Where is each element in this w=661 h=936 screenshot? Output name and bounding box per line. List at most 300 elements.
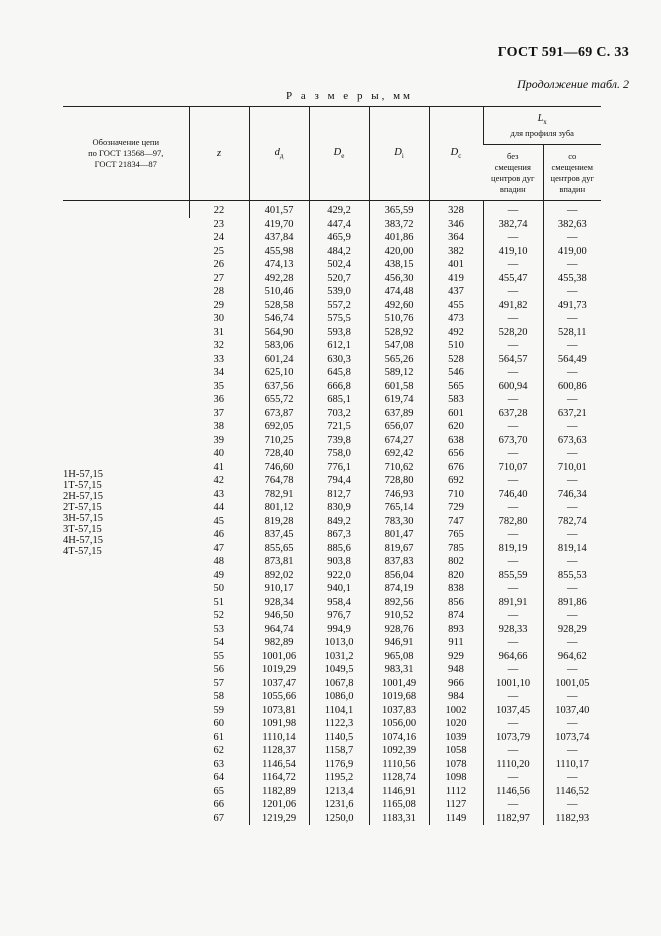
Dc-cell: 1078 [429, 758, 483, 772]
De-cell: 612,1 [309, 339, 369, 353]
Lx-without-offset-cell: — [483, 744, 543, 758]
Lx-with-offset-cell: — [543, 231, 601, 245]
Dc-cell: 601 [429, 407, 483, 421]
dd-cell: 1182,89 [249, 785, 309, 799]
designation-item: 3Т-57,15 [63, 524, 102, 535]
z-cell: 47 [213, 542, 224, 554]
dd-cell: 1146,54 [249, 758, 309, 772]
Lx-with-offset-cell: — [543, 717, 601, 731]
Lx-without-offset-cell: 419,10 [483, 245, 543, 259]
Dc-cell: 676 [429, 461, 483, 475]
Di-cell: 892,56 [369, 596, 429, 610]
De-cell: 903,8 [309, 555, 369, 569]
Lx-with-offset-cell: — [543, 501, 601, 515]
z-cell: 54 [213, 637, 224, 648]
z-cell: 23 [213, 218, 224, 230]
Di-cell: 928,76 [369, 623, 429, 637]
Lx-with-offset-cell: 382,63 [543, 218, 601, 232]
De-cell: 739,8 [309, 434, 369, 448]
Lx-symbol: L [537, 112, 544, 124]
Di-header [369, 107, 429, 201]
Lx-with-offset-cell: — [543, 744, 601, 758]
De-cell: 703,2 [309, 407, 369, 421]
dd-cell: 419,70 [249, 218, 309, 232]
Lx-without-offset-cell: — [483, 201, 543, 218]
Dc-cell: 1039 [429, 731, 483, 745]
z-cell: 50 [213, 583, 224, 594]
Lx-with-offset-cell: 1110,17 [543, 758, 601, 772]
Dc-cell: 785 [429, 542, 483, 556]
Lx-without-offset-cell: 1182,97 [483, 812, 543, 826]
Lx-without-offset-cell: — [483, 339, 543, 353]
z-cell: 34 [213, 367, 224, 378]
Lx-without-offset-cell: — [483, 474, 543, 488]
De-cell: 1231,6 [309, 798, 369, 812]
De-symbol: D [333, 146, 342, 158]
z-cell: 57 [213, 677, 224, 689]
z-cell: 42 [213, 475, 224, 486]
dd-cell: 1037,47 [249, 677, 309, 691]
page-header: ГОСТ 591—69 С. 33 [497, 45, 629, 60]
z-cell: 58 [213, 691, 224, 702]
Lx-without-offset-cell: 964,66 [483, 650, 543, 664]
Lx-with-offset-cell: — [543, 312, 601, 326]
Di-cell: 1146,91 [369, 785, 429, 799]
Lx-with-offset-cell: 1146,52 [543, 785, 601, 799]
without-offset-line-1: без [507, 150, 519, 161]
Lx-without-offset-cell: 600,94 [483, 380, 543, 394]
De-cell: 1213,4 [309, 785, 369, 799]
Di-cell: 474,48 [369, 285, 429, 299]
Lx-without-offset-cell: 782,80 [483, 515, 543, 529]
designation-header-line-2: по ГОСТ 13568—97, [88, 148, 164, 158]
dd-cell: 801,12 [249, 501, 309, 515]
Lx-without-offset-cell: 819,19 [483, 542, 543, 556]
Dc-cell: 638 [429, 434, 483, 448]
Lx-without-offset-cell: — [483, 447, 543, 461]
Dc-cell: 1058 [429, 744, 483, 758]
z-cell: 25 [213, 245, 224, 257]
Lx-with-offset-cell: 637,21 [543, 407, 601, 421]
dd-cell: 583,06 [249, 339, 309, 353]
De-cell: 1176,9 [309, 758, 369, 772]
Lx-without-offset-cell: — [483, 312, 543, 326]
Di-cell: 438,15 [369, 258, 429, 272]
designation-header-line-1: Обозначение цепи [92, 137, 159, 147]
without-offset-line-4: впадин [499, 183, 526, 194]
Lx-with-offset-cell: 455,38 [543, 272, 601, 286]
Lx-with-offset-cell: — [543, 285, 601, 299]
Lx-with-offset-cell: 673,63 [543, 434, 601, 448]
Lx-with-offset-cell: 891,86 [543, 596, 601, 610]
designation-item: 3Н-57,15 [63, 513, 103, 524]
z-cell: 55 [213, 650, 224, 662]
Dc-cell: 966 [429, 677, 483, 691]
Lx-with-offset-cell: — [543, 366, 601, 380]
Lx-without-offset-cell: 564,57 [483, 353, 543, 367]
Lx-without-offset-cell: — [483, 636, 543, 650]
z-cell: 41 [213, 461, 224, 473]
Lx-without-offset-cell: — [483, 285, 543, 299]
Lx-without-offset-cell: — [483, 420, 543, 434]
Di-cell: 383,72 [369, 218, 429, 232]
Lx-without-offset-cell: — [483, 690, 543, 704]
Dc-header [429, 107, 483, 201]
Di-cell: 1128,74 [369, 771, 429, 785]
De-cell: 1031,2 [309, 650, 369, 664]
Lx-with-offset-cell: 564,49 [543, 353, 601, 367]
z-cell: 31 [213, 326, 224, 338]
Lx-without-offset-cell: 1110,20 [483, 758, 543, 772]
dd-cell: 764,78 [249, 474, 309, 488]
De-cell: 1158,7 [309, 744, 369, 758]
z-cell: 53 [213, 623, 224, 635]
Dc-cell: 546 [429, 366, 483, 380]
with-offset-line-1: со [568, 150, 577, 161]
Dc-cell: 948 [429, 663, 483, 677]
z-cell: 61 [213, 731, 224, 743]
Dc-cell: 382 [429, 245, 483, 259]
z-cell: 36 [213, 394, 224, 405]
Dc-cell: 419 [429, 272, 483, 286]
Lx-without-offset-cell: — [483, 582, 543, 596]
De-cell: 1140,5 [309, 731, 369, 745]
Lx-without-offset-cell: — [483, 771, 543, 785]
Lx-without-offset-cell: — [483, 393, 543, 407]
without-offset-header [483, 145, 543, 201]
dd-cell: 1164,72 [249, 771, 309, 785]
Lx-without-offset-cell: 491,82 [483, 299, 543, 313]
Lx-without-offset-cell: — [483, 501, 543, 515]
De-cell: 1195,2 [309, 771, 369, 785]
Lx-without-offset-cell: 1073,79 [483, 731, 543, 745]
Lx-with-offset-cell: — [543, 609, 601, 623]
dd-cell: 1055,66 [249, 690, 309, 704]
Lx-without-offset-cell: — [483, 555, 543, 569]
Lx-with-offset-cell: 491,73 [543, 299, 601, 313]
z-cell: 22 [189, 201, 249, 218]
z-cell: 48 [213, 556, 224, 567]
Di-cell: 1110,56 [369, 758, 429, 772]
designation-item: 4Н-57,15 [63, 535, 103, 546]
z-cell: 60 [213, 718, 224, 729]
Di-cell: 728,80 [369, 474, 429, 488]
De-cell: 940,1 [309, 582, 369, 596]
z-cell: 51 [213, 596, 224, 608]
Dc-cell: 437 [429, 285, 483, 299]
dd-cell: 964,74 [249, 623, 309, 637]
Lx-with-offset-cell: 710,01 [543, 461, 601, 475]
z-cell: 67 [213, 812, 224, 824]
Dc-cell: 364 [429, 231, 483, 245]
Di-cell: 365,59 [369, 201, 429, 218]
Di-cell: 819,67 [369, 542, 429, 556]
dd-cell: 710,25 [249, 434, 309, 448]
dd-cell: 1001,06 [249, 650, 309, 664]
dd-cell: 1110,14 [249, 731, 309, 745]
z-cell: 56 [213, 664, 224, 675]
dd-symbol: d [274, 146, 280, 158]
Di-cell: 1165,08 [369, 798, 429, 812]
Lx-without-offset-cell: 1146,56 [483, 785, 543, 799]
z-cell: 52 [213, 610, 224, 621]
dd-cell: 1128,37 [249, 744, 309, 758]
De-cell: 429,2 [309, 201, 369, 218]
Lx-with-offset-cell: — [543, 582, 601, 596]
Di-cell: 589,12 [369, 366, 429, 380]
Lx-without-offset-cell: 746,40 [483, 488, 543, 502]
Lx-without-offset-cell: 673,70 [483, 434, 543, 448]
Dc-cell: 984 [429, 690, 483, 704]
De-cell: 666,8 [309, 380, 369, 394]
designation-item: 2Т-57,15 [63, 502, 102, 513]
Dc-cell: 620 [429, 420, 483, 434]
De-cell: 885,6 [309, 542, 369, 556]
designation-cell [63, 201, 189, 826]
z-cell: 45 [213, 515, 224, 527]
Lx-with-offset-cell: 419,00 [543, 245, 601, 259]
Dc-cell: 820 [429, 569, 483, 583]
dd-cell: 401,57 [249, 201, 309, 218]
Lx-with-offset-cell: — [543, 771, 601, 785]
Di-cell: 1019,68 [369, 690, 429, 704]
Di-cell: 637,89 [369, 407, 429, 421]
Dc-symbol: D [450, 146, 459, 158]
Lx-without-offset-cell: 1001,10 [483, 677, 543, 691]
De-cell: 447,4 [309, 218, 369, 232]
De-cell: 721,5 [309, 420, 369, 434]
z-cell: 24 [213, 232, 224, 243]
z-cell: 33 [213, 353, 224, 365]
De-cell: 830,9 [309, 501, 369, 515]
Lx-with-offset-cell: — [543, 339, 601, 353]
Lx-without-offset-cell: 1037,45 [483, 704, 543, 718]
z-cell: 49 [213, 569, 224, 581]
Di-cell: 1183,31 [369, 812, 429, 826]
De-cell: 1067,8 [309, 677, 369, 691]
Dc-cell: 765 [429, 528, 483, 542]
Dc-cell: 455 [429, 299, 483, 313]
Dc-cell: 1020 [429, 717, 483, 731]
Lx-without-offset-cell: — [483, 366, 543, 380]
Lx-with-offset-cell: 746,34 [543, 488, 601, 502]
Di-cell: 492,60 [369, 299, 429, 313]
dd-cell: 728,40 [249, 447, 309, 461]
designation-header [63, 107, 189, 201]
z-cell: 66 [213, 799, 224, 810]
dd-subscript: д [279, 152, 284, 161]
dd-cell: 855,65 [249, 542, 309, 556]
De-subscript: e [341, 152, 345, 161]
dd-cell: 528,58 [249, 299, 309, 313]
Dc-cell: 510 [429, 339, 483, 353]
Lx-with-offset-cell: 855,53 [543, 569, 601, 583]
Lx-without-offset-cell: 455,47 [483, 272, 543, 286]
Lx-without-offset-cell: 928,33 [483, 623, 543, 637]
Di-cell: 510,76 [369, 312, 429, 326]
without-offset-line-2: смещения [494, 161, 531, 172]
z-symbol: z [216, 148, 222, 159]
Di-subscript: i [401, 152, 404, 161]
Lx-with-offset-cell: — [543, 393, 601, 407]
dd-cell: 892,02 [249, 569, 309, 583]
Lx-without-offset-cell: 382,74 [483, 218, 543, 232]
z-cell: 29 [213, 299, 224, 311]
z-header [189, 107, 249, 201]
Di-cell: 710,62 [369, 461, 429, 475]
Lx-without-offset-cell: 855,59 [483, 569, 543, 583]
dd-cell: 1091,98 [249, 717, 309, 731]
z-cell: 26 [213, 259, 224, 270]
sizes-label: Р а з м е р ы, мм [286, 90, 414, 102]
Lx-with-offset-cell: 782,74 [543, 515, 601, 529]
Di-cell: 1074,16 [369, 731, 429, 745]
Lx-with-offset-cell: 928,29 [543, 623, 601, 637]
Lx-with-offset-cell: — [543, 690, 601, 704]
Dc-cell: 346 [429, 218, 483, 232]
Dc-cell: 893 [429, 623, 483, 637]
Di-cell: 801,47 [369, 528, 429, 542]
Lx-with-offset-cell: 819,14 [543, 542, 601, 556]
dd-cell: 946,50 [249, 609, 309, 623]
Dc-cell: 838 [429, 582, 483, 596]
De-cell: 794,4 [309, 474, 369, 488]
Di-cell: 674,27 [369, 434, 429, 448]
z-cell: 35 [213, 380, 224, 392]
De-cell: 575,5 [309, 312, 369, 326]
De-cell: 502,4 [309, 258, 369, 272]
table-body [63, 201, 601, 826]
chain-dimensions-table [63, 106, 601, 825]
z-cell: 63 [213, 758, 224, 770]
dd-cell: 637,56 [249, 380, 309, 394]
dd-cell: 474,13 [249, 258, 309, 272]
Lx-without-offset-cell: — [483, 231, 543, 245]
dd-cell: 873,81 [249, 555, 309, 569]
Di-cell: 565,26 [369, 353, 429, 367]
Lx-with-offset-cell: — [543, 663, 601, 677]
De-cell: 630,3 [309, 353, 369, 367]
Lx-with-offset-cell: — [543, 636, 601, 650]
Di-cell: 528,92 [369, 326, 429, 340]
Dc-cell: 1112 [429, 785, 483, 799]
z-cell: 46 [213, 529, 224, 540]
De-header [309, 107, 369, 201]
dd-cell: 746,60 [249, 461, 309, 475]
De-cell: 557,2 [309, 299, 369, 313]
De-cell: 539,0 [309, 285, 369, 299]
Lx-without-offset-cell: 528,20 [483, 326, 543, 340]
Lx-subscript: x [543, 117, 547, 126]
Di-cell: 837,83 [369, 555, 429, 569]
De-cell: 685,1 [309, 393, 369, 407]
Lx-with-offset-cell: — [543, 201, 601, 218]
Lx-header [483, 107, 601, 145]
dd-cell: 1201,06 [249, 798, 309, 812]
dd-cell: 492,28 [249, 272, 309, 286]
Dc-cell: 874 [429, 609, 483, 623]
designation-item: 2Н-57,15 [63, 491, 103, 502]
dd-cell: 673,87 [249, 407, 309, 421]
z-cell: 38 [213, 421, 224, 432]
z-cell: 65 [213, 785, 224, 797]
Lx-with-offset-cell: — [543, 258, 601, 272]
Lx-without-offset-cell: — [483, 258, 543, 272]
De-cell: 1013,0 [309, 636, 369, 650]
z-cell: 43 [213, 488, 224, 500]
Dc-cell: 710 [429, 488, 483, 502]
dd-cell: 982,89 [249, 636, 309, 650]
De-cell: 1049,5 [309, 663, 369, 677]
Lx-with-offset-cell: 528,11 [543, 326, 601, 340]
Dc-cell: 656 [429, 447, 483, 461]
dd-cell: 455,98 [249, 245, 309, 259]
Di-cell: 965,08 [369, 650, 429, 664]
De-cell: 849,2 [309, 515, 369, 529]
De-cell: 1250,0 [309, 812, 369, 826]
dd-cell: 692,05 [249, 420, 309, 434]
Di-cell: 547,08 [369, 339, 429, 353]
table-row [63, 201, 601, 218]
De-cell: 994,9 [309, 623, 369, 637]
Lx-without-offset-cell: 891,91 [483, 596, 543, 610]
Dc-cell: 473 [429, 312, 483, 326]
Dc-cell: 565 [429, 380, 483, 394]
z-cell: 28 [213, 286, 224, 297]
Di-cell: 420,00 [369, 245, 429, 259]
Dc-cell: 492 [429, 326, 483, 340]
table-continuation-note: Продолжение табл. 2 [517, 77, 629, 91]
z-cell: 44 [213, 502, 224, 513]
De-cell: 520,7 [309, 272, 369, 286]
Lx-with-offset-cell: — [543, 528, 601, 542]
Lx-with-offset-cell: 600,86 [543, 380, 601, 394]
Di-cell: 765,14 [369, 501, 429, 515]
z-cell: 27 [213, 272, 224, 284]
Dc-cell: 729 [429, 501, 483, 515]
Dc-cell: 1149 [429, 812, 483, 826]
Dc-cell: 747 [429, 515, 483, 529]
De-cell: 465,9 [309, 231, 369, 245]
Di-cell: 1092,39 [369, 744, 429, 758]
z-cell: 62 [213, 745, 224, 756]
designation-item: 1Т-57,15 [63, 480, 102, 491]
De-cell: 593,8 [309, 326, 369, 340]
Dc-cell: 856 [429, 596, 483, 610]
dd-cell: 1019,29 [249, 663, 309, 677]
Dc-cell: 802 [429, 555, 483, 569]
Lx-with-offset-cell: 964,62 [543, 650, 601, 664]
z-cell: 59 [213, 704, 224, 716]
dd-cell: 837,45 [249, 528, 309, 542]
z-cell: 39 [213, 434, 224, 446]
Di-cell: 401,86 [369, 231, 429, 245]
Di-cell: 1056,00 [369, 717, 429, 731]
Di-cell: 1001,49 [369, 677, 429, 691]
Lx-with-offset-cell: 1037,40 [543, 704, 601, 718]
dd-cell: 1073,81 [249, 704, 309, 718]
dd-cell: 437,84 [249, 231, 309, 245]
designation-item: 4Т-57,15 [63, 546, 102, 557]
without-offset-line-3: центров дуг [491, 172, 535, 183]
z-cell: 30 [213, 313, 224, 324]
Di-cell: 746,93 [369, 488, 429, 502]
Lx-with-offset-cell: — [543, 447, 601, 461]
Di-cell: 856,04 [369, 569, 429, 583]
dd-cell: 510,46 [249, 285, 309, 299]
dd-cell: 782,91 [249, 488, 309, 502]
Di-cell: 619,74 [369, 393, 429, 407]
